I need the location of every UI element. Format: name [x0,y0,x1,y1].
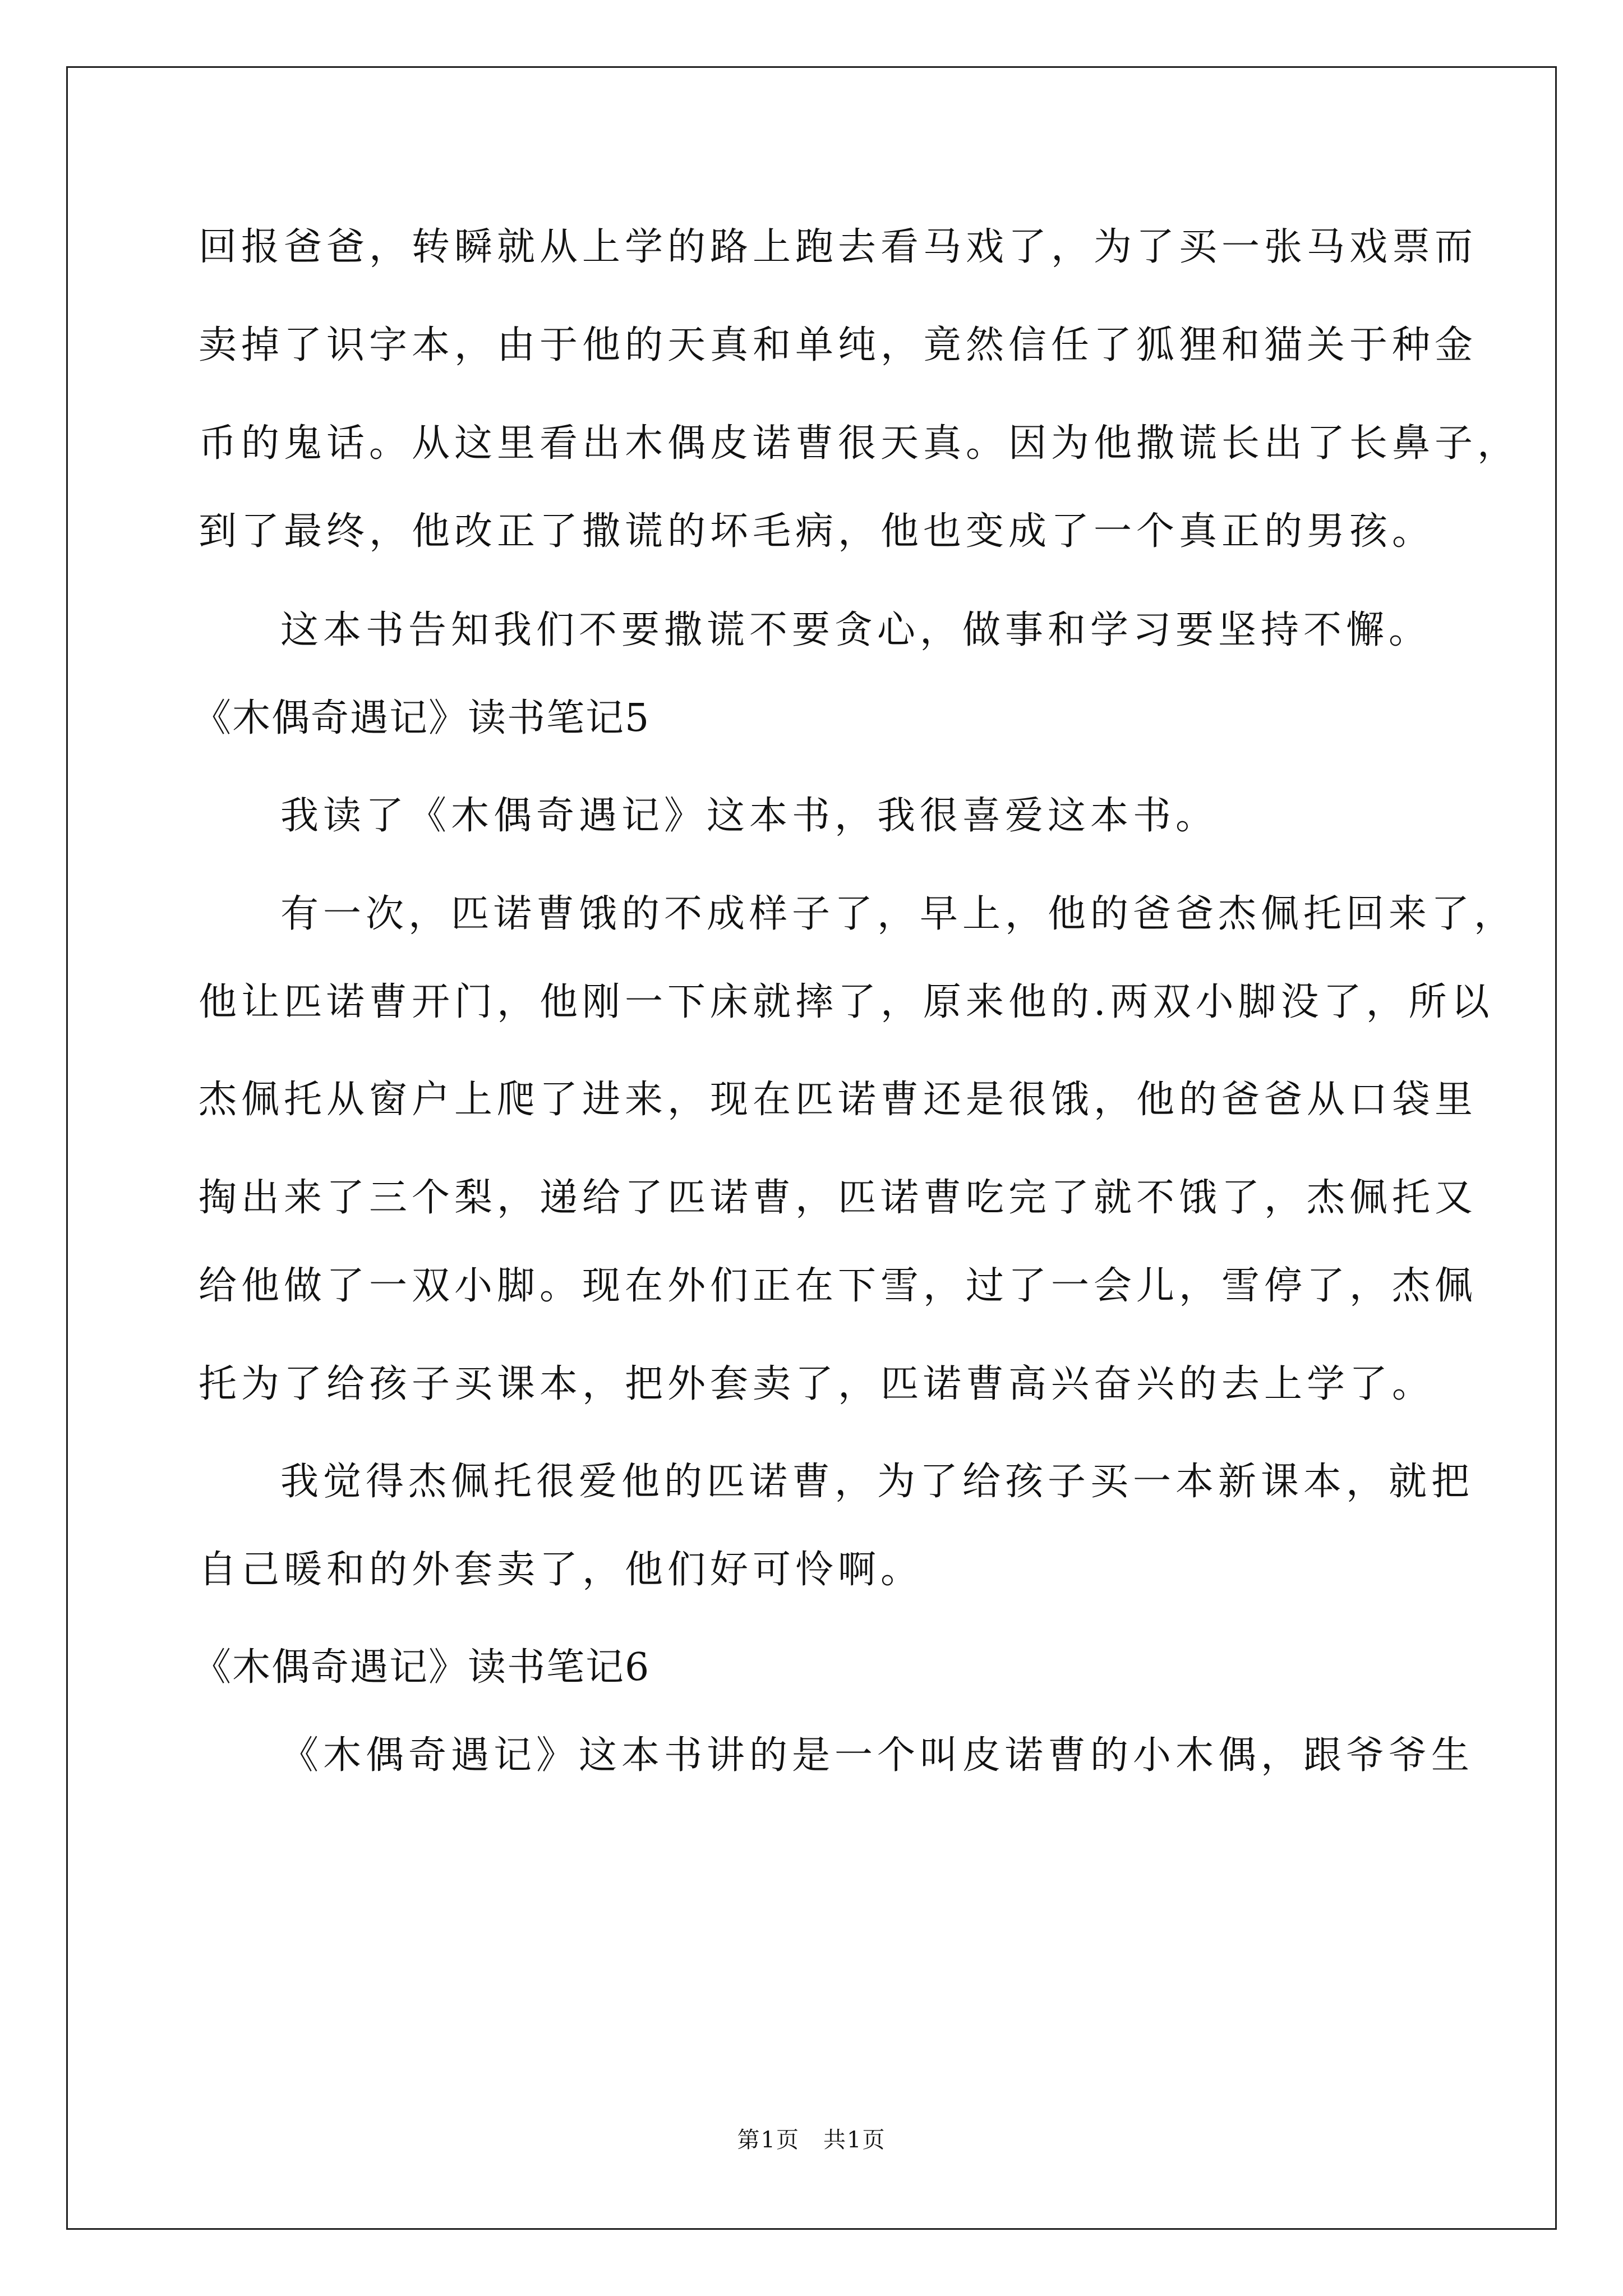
page-border [66,66,1557,2230]
text-line: 杰佩托从窗户上爬了进来，现在匹诺曹还是很饿，他的爸爸从口袋里 [199,1078,1478,1122]
section-heading: 《木偶奇遇记》读书笔记5 [193,696,651,740]
text-line: 这本书告知我们不要撒谎不要贪心，做事和学习要坚持不懈。 [280,608,1432,652]
text-line: 给他做了一双小脚。现在外们正在下雪，过了一会儿，雪停了，杰佩 [199,1264,1478,1308]
text-line: 《木偶奇遇记》这本书讲的是一个叫皮诺曹的小木偶，跟爷爷生 [280,1733,1474,1778]
text-line: 我读了《木偶奇遇记》这本书，我很喜爱这本书。 [280,794,1219,838]
section-heading: 《木偶奇遇记》读书笔记6 [193,1645,651,1690]
text-line: 自己暖和的外套卖了，他们好可怜啊。 [199,1548,924,1592]
text-line: 回报爸爸，转瞬就从上学的路上跑去看马戏了，为了买一张马戏票而 [199,225,1478,269]
text-line: 币的鬼话。从这里看出木偶皮诺曹很天真。因为他撒谎长出了长鼻子， [199,421,1520,466]
text-line: 到了最终，他改正了撒谎的坏毛病，他也变成了一个真正的男孩。 [199,509,1435,554]
text-line: 他让匹诺曹开门，他刚一下床就摔了，原来他的.两双小脚没了，所以 [199,980,1494,1024]
text-line: 托为了给孩子买课本，把外套卖了，匹诺曹高兴奋兴的去上学了。 [199,1362,1435,1406]
text-line: 卖掉了识字本，由于他的天真和单纯，竟然信任了狐狸和猫关于种金 [199,323,1478,367]
page-footer: 第1页 共1页 [737,2127,886,2153]
text-line: 我觉得杰佩托很爱他的匹诺曹，为了给孩子买一本新课本，就把 [280,1460,1474,1504]
text-line: 掏出来了三个梨，递给了匹诺曹，匹诺曹吃完了就不饿了，杰佩托又 [199,1176,1478,1220]
text-line: 有一次，匹诺曹饿的不成样子了，早上，他的爸爸杰佩托回来了， [280,892,1517,936]
